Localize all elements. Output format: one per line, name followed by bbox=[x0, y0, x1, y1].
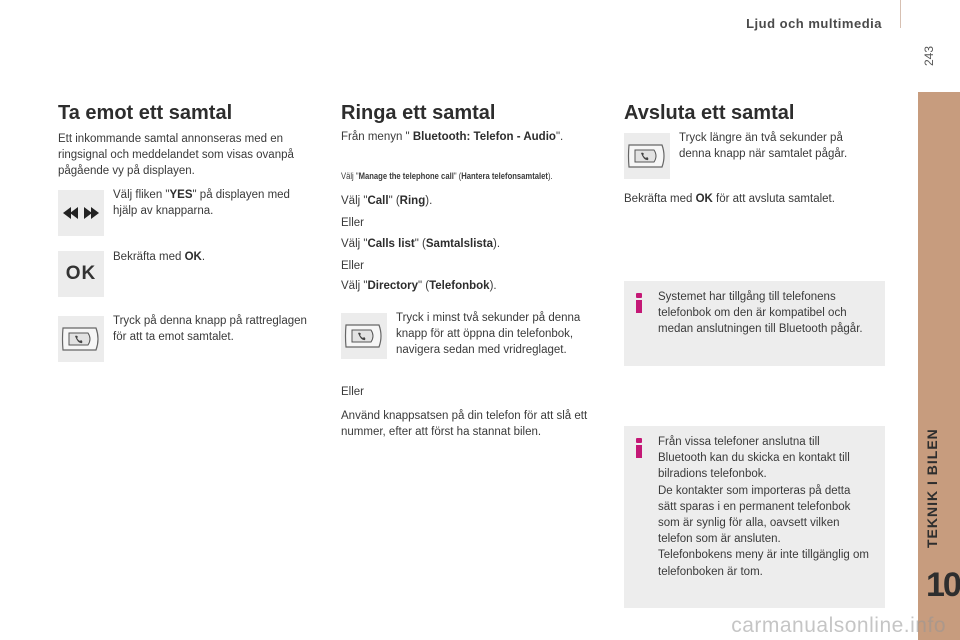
confirm-end-call: Bekräfta med OK för att avsluta samtalet. bbox=[624, 193, 835, 205]
info-box-phonebook-access bbox=[624, 281, 885, 366]
info-text-phonebook-access: Systemet har tillgång till telefonens telefonbok om den är kompatibel och medan anslutningen till Bluetooth pågår. bbox=[658, 291, 863, 336]
chapter-tab bbox=[918, 92, 960, 640]
ok-icon-label: OK bbox=[65, 263, 97, 284]
steering-phone-button-icon bbox=[341, 313, 387, 359]
manage-call-line: Välj "Manage the telephone call" (Hantera telefonsamtalet). bbox=[341, 171, 553, 181]
step-answer-button: Tryck på denna knapp på rattreglagen för att ta emot samtalet. bbox=[113, 315, 307, 343]
or-text-3: Eller bbox=[341, 386, 365, 398]
heading-end-call: Avsluta ett samtal bbox=[624, 102, 795, 124]
page-number: 243 bbox=[922, 45, 936, 66]
heading-receive-call: Ta emot ett samtal bbox=[58, 102, 233, 124]
info-icon bbox=[636, 293, 642, 311]
arrow-buttons-icon bbox=[58, 190, 104, 236]
step-end-call: Tryck längre än två sekunder på denna knapp när samtalet pågår. bbox=[679, 132, 848, 160]
info-box-contacts-import bbox=[624, 426, 885, 608]
menu-path: Från menyn " Bluetooth: Telefon - Audio". bbox=[341, 131, 564, 143]
header-divider bbox=[900, 0, 901, 28]
chapter-number: 10 bbox=[926, 566, 960, 604]
section-title: Ljud och multimedia bbox=[746, 16, 882, 31]
info-text-contacts-import bbox=[658, 434, 871, 580]
info-paragraph-1: Från vissa telefoner anslutna till Bluetooth kan du skicka en kontakt till bilradions telefonbok. bbox=[658, 436, 850, 481]
watermark: carmanualsonline.info bbox=[731, 614, 946, 637]
step-open-phonebook: Tryck i minst två sekunder på denna knapp för att öppna din telefonbok, navigera sedan med vridreglaget. bbox=[396, 312, 581, 356]
receive-intro: Ett inkommande samtal annonseras med en ringsignal och meddelandet som visas ovanpå pågående vy på displayen. bbox=[58, 133, 294, 177]
or-text-2: Eller bbox=[341, 260, 365, 272]
select-call-line: Välj "Call" (Ring). bbox=[341, 195, 433, 207]
steering-phone-button-icon bbox=[624, 133, 670, 179]
steering-phone-button-icon bbox=[58, 316, 104, 362]
info-paragraph-3: Telefonbokens meny är inte tillgänglig om telefonboken är tom. bbox=[658, 549, 869, 578]
select-directory-line: Välj "Directory" (Telefonbok). bbox=[341, 280, 497, 292]
info-icon bbox=[636, 438, 642, 456]
heading-make-call: Ringa ett samtal bbox=[341, 102, 496, 124]
select-calls-list-line: Välj "Calls list" (Samtalslista). bbox=[341, 238, 501, 250]
step-confirm-ok: Bekräfta med OK. bbox=[113, 251, 206, 263]
info-paragraph-2: De kontakter som importeras på detta sätt sparas i en permanent telefonbok som är synlig för alla, oavsett vilken telefon som är ansluten. bbox=[658, 484, 851, 546]
ok-button-icon bbox=[58, 251, 104, 297]
keypad-instruction: Använd knappsatsen på din telefon för att slå ett nummer, efter att först ha stannat bilen. bbox=[341, 410, 588, 438]
or-text-1: Eller bbox=[341, 217, 365, 229]
step-select-yes: Välj fliken "YES" på displayen med hjälp av knapparna. bbox=[113, 189, 290, 217]
chapter-label: TEKNIK I BILEN bbox=[924, 428, 940, 548]
